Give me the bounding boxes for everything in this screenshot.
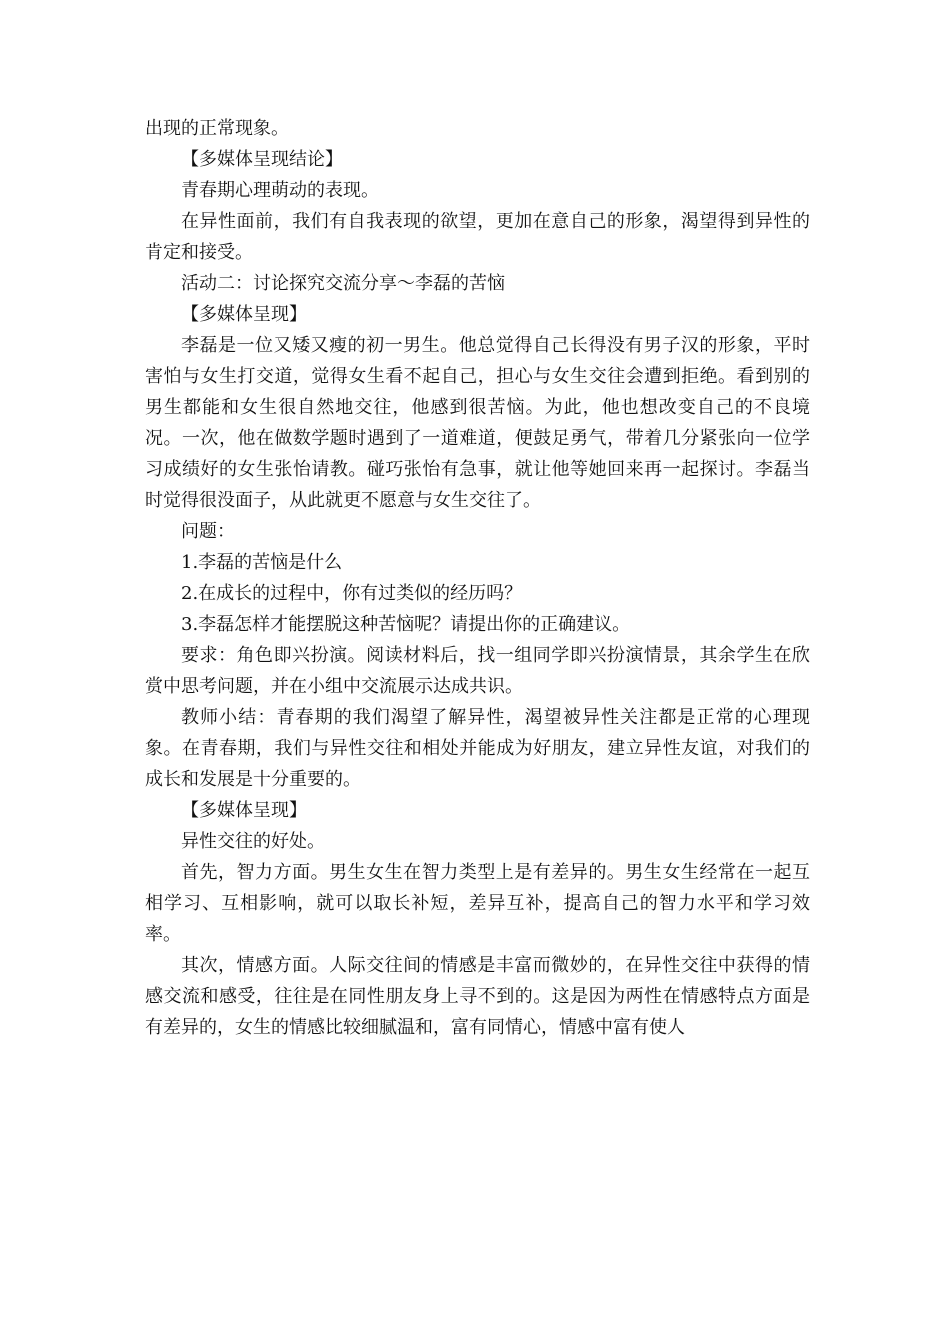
heading-multimedia-present: 【多媒体呈现】: [181, 304, 307, 325]
heading-multimedia-conclusion: 【多媒体呈现结论】: [181, 149, 343, 170]
question-item-2: 2.在成长的过程中，你有过类似的经历吗？: [181, 583, 523, 604]
document-page: [145, 113, 810, 1043]
question-item-3: 3.李磊怎样才能摆脱这种苦恼呢？请提出你的正确建议。: [181, 614, 631, 635]
paragraph-teacher-summary: 教师小结：青春期的我们渴望了解异性，渴望被异性关注都是正常的心理现象。在青春期，我们与异性交往和相处并能成为好朋友，建立异性友谊，对我们的成长和发展是十分重要的。: [145, 707, 810, 790]
heading-questions: 问题：: [181, 521, 235, 542]
question-item-1: 1.李磊的苦恼是什么: [181, 552, 343, 573]
paragraph-requirements: 要求：角色即兴扮演。阅读材料后，找一组同学即兴扮演情景，其余学生在欣赏中思考问题，并在小组中交流展示达成共识。: [145, 645, 810, 697]
paragraph-self-expression: 在异性面前，我们有自我表现的欲望，更加在意自己的形象，渴望得到异性的肯定和接受。: [145, 211, 810, 263]
paragraph-benefits-title: 异性交往的好处。: [181, 831, 325, 852]
heading-multimedia-present-2: 【多媒体呈现】: [181, 800, 307, 821]
paragraph-intellect: 首先，智力方面。男生女生在智力类型上是有差异的。男生女生经常在一起互相学习、互相影响，就可以取长补短，差异互补，提高自己的智力水平和学习效率。: [145, 862, 810, 945]
paragraph-puberty-psychology: 青春期心理萌动的表现。: [181, 180, 379, 201]
paragraph-emotion: 其次，情感方面。人际交往间的情感是丰富而微妙的，在异性交往中获得的情感交流和感受，往往是在同性朋友身上寻不到的。这是因为两性在情感特点方面是有差异的，女生的情感比较细腻温和，富有同情心，情感中富有使人: [145, 955, 810, 1038]
heading-activity-two: 活动二：讨论探究交流分享～李磊的苦恼: [181, 273, 505, 294]
paragraph-li-lei-story: 李磊是一位又矮又瘦的初一男生。他总觉得自己长得没有男子汉的形象，平时害怕与女生打交道，觉得女生看不起自己，担心与女生交往会遭到拒绝。看到别的男生都能和女生很自然地交往，他感到很苦恼。为此，他也想改变自己的不良境况。一次，他在做数学题时遇到了一道难道，便鼓足勇气，带着几分紧张向一位学习成绩好的女生张怡请教。碰巧张怡有急事，就让他等她回来再一起探讨。李磊当时觉得很没面子，从此就更不愿意与女生交往了。: [145, 335, 810, 511]
paragraph-continuation: 出现的正常现象。: [145, 118, 289, 139]
